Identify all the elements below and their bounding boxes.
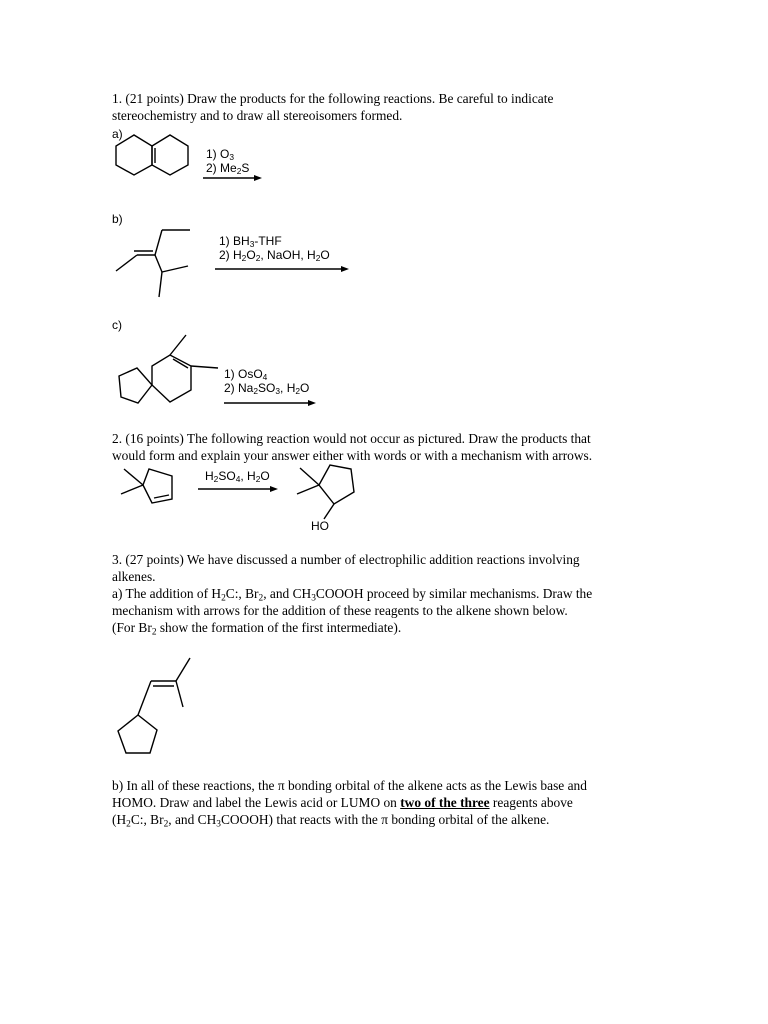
q1-line1: 1. (21 points) Draw the products for the following reactions. Be careful to indicate [112,91,554,106]
q1b-label: b) [112,212,123,226]
q1b-step1: 1) $BH_3$-THF [219,234,282,250]
q3b-emphasis: two of the three [400,795,490,810]
q2-line1: 2. (16 points) The following reaction would not occur as pictured. Draw the products that [112,431,591,446]
q3b-line2: HOMO. Draw and label the Lewis acid or LUMO on two of the three reagents above [112,795,573,810]
q3a-line2: mechanism with arrows for the addition of these reagents to the alkene shown below. [112,603,568,618]
q3a-line3: (For $Br_2$ show the formation of the first intermediate). [112,620,402,638]
q1-line2: stereochemistry and to draw all stereoisomers formed. [112,108,403,123]
q3a-line1: a) The addition of $H_2C$:, $Br_2$, and $CH_3COOOH$ proceed by similar mechanisms. Draw the [112,586,593,604]
q3-line2: alkenes. [112,569,156,584]
q1b-step2: 2) $H_2O_2$, NaOH, $H_2O$ [219,248,330,264]
q3-line1: 3. (27 points) We have discussed a number of electrophilic addition reactions involving [112,552,580,567]
q3b-line1: b) In all of these reactions, the π bonding orbital of the alkene acts as the Lewis base and [112,778,587,793]
q2-line2: would form and explain your answer either with words or with a mechanism with arrows. [112,448,593,463]
q1a-step2: 2) $Me_2S$ [206,161,250,177]
q1a-label: a) [112,127,123,141]
q1c-step2: 2) $Na_2SO_3$, $H_2O$ [224,381,310,397]
q1c-step1: 1) OsO$_4$ [224,367,268,383]
q1a-step1: 1) $O_3$ [206,147,235,163]
q2-product-oh-label: HO [311,519,329,533]
q1c-label: c) [112,318,122,332]
q3b-line3: ($H_2C$:, $Br_2$, and $CH_3COOOH$) that reacts with the π bonding orbital of the alkene. [112,812,550,830]
q2-reagent: $H_2SO_4$, $H_2O$ [205,469,270,485]
q3b-prompt [112,777,652,828]
